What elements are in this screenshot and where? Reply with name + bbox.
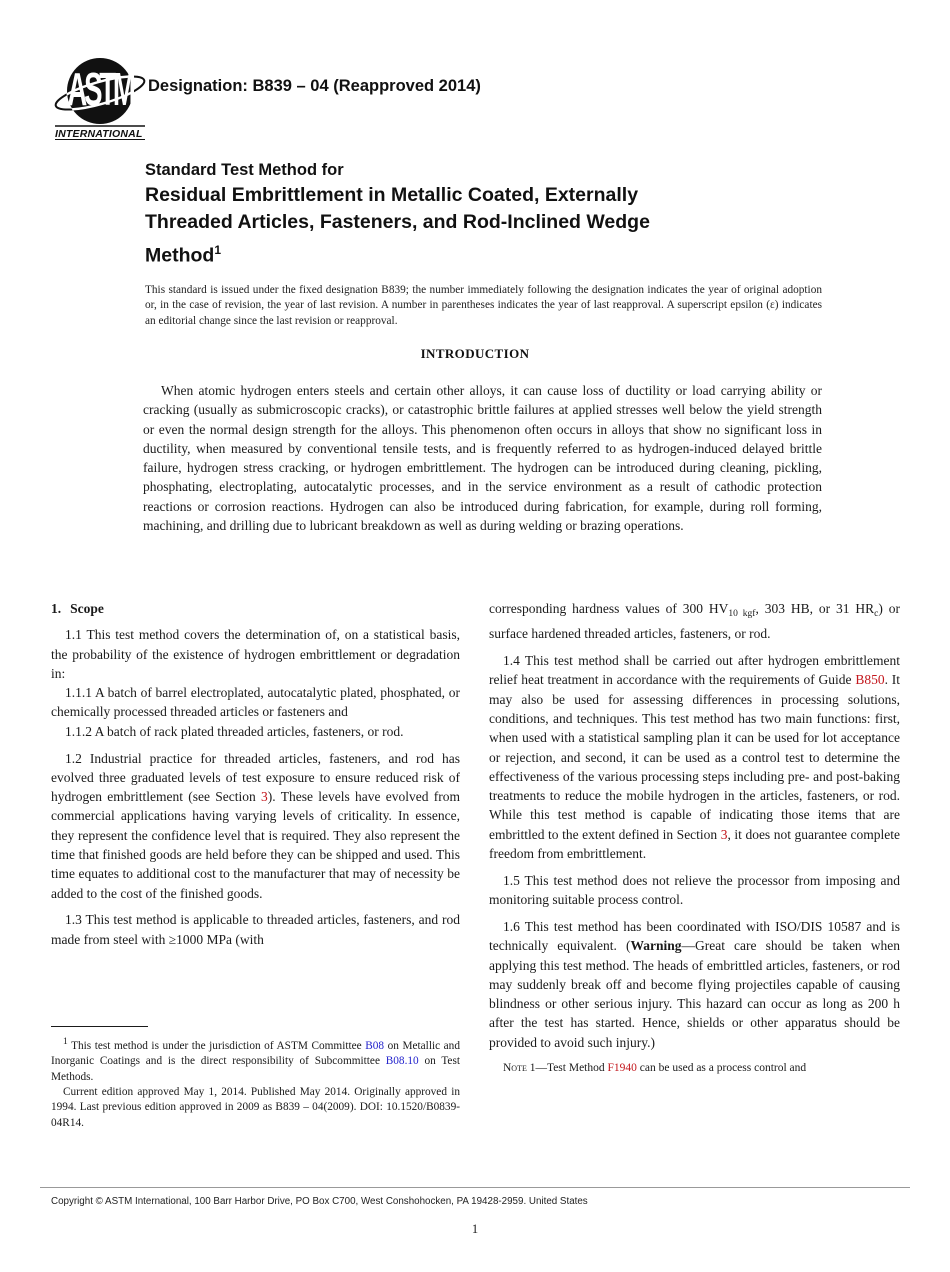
section-3-link[interactable]: 3 <box>261 789 268 805</box>
astm-logo <box>53 56 149 140</box>
note-1: Note 1—Test Method F1940 can be used as a process control and <box>503 1062 807 1075</box>
left-column <box>51 599 460 949</box>
footnote-1-marker: 1 <box>63 1037 68 1047</box>
section-3-link[interactable]: 3 <box>720 826 728 842</box>
note-label: Note <box>503 1062 527 1075</box>
document-title <box>145 158 805 270</box>
paragraph-1-1-2: 1.1.2 A batch of rack plated threaded articles, fasteners, or rod. <box>65 723 404 739</box>
f1940-link[interactable]: F1940 <box>607 1062 637 1075</box>
title-footnote-ref: 1 <box>214 242 222 257</box>
footnote-rule <box>51 1026 148 1027</box>
page-number: 1 <box>471 1222 479 1236</box>
committee-b08-link[interactable]: B08 <box>365 1039 385 1052</box>
subcommittee-b08-10-link[interactable]: B08.10 <box>385 1055 419 1068</box>
copyright-line: Copyright © ASTM International, 100 Barr Harbor Drive, PO Box C700, West Conshohocken, PA 19428-2959. United States <box>51 1196 588 1207</box>
guide-b850-link[interactable]: B850 <box>855 672 885 688</box>
designation-heading: Designation: B839 – 04 (Reapproved 2014) <box>148 77 481 95</box>
logo-international-label: INTERNATIONAL <box>55 128 143 140</box>
title-line: Method$^1$ <box>145 242 222 267</box>
warning-label: Warning <box>630 938 682 954</box>
paragraph-1-2: 1.2 Industrial practice for threaded articles, fasteners, and rod has evolved three graduated levels of test exposure to ensure reduced risk of hydrogen embrittlement (see Section 3). These levels have evolved from commercial applications having varying levels of criticality. In essence, they represent the confidence level that is required. They also represent the time that finished goods are held before they can be shipped and used. This time equates to additional cost to the manufacturer that may of necessity be added to the cost of the finished goods. <box>51 750 460 901</box>
title-kicker: Standard Test Method for <box>145 161 344 179</box>
paragraph-1-1: 1.1 This test method covers the determination of, on a statistical basis, the probability of the existence of hydrogen embrittlement or degradation in: <box>51 627 460 681</box>
astm-globe-icon <box>53 56 149 140</box>
paragraph-1-3-continued: corresponding hardness values of 300 $HV_{10 kgf}$, 303 HB, or 31 $HR_c$) or surface hardened threaded articles, fasteners, or rod. <box>489 601 900 642</box>
introduction-paragraph: When atomic hydrogen enters steels and certain other alloys, it can cause loss of ductility or load carrying ability or cracking (usually as submicroscopic cracks), or catastrophic brittle failures at applied stresses well below the yield strength or even the normal design strength for the alloys. This phenomenon often occurs in alloys that show no significant loss in ductility, when measured by conventional tensile tests, and is frequently referred to as hydrogen-induced delayed brittle failure, hydrogen stress cracking, or hydrogen embrittlement. The hydrogen can be introduced during cleaning, pickling, phosphating, electroplating, autocatalytic processes, and in the service environment as a result of cathodic protection reactions or corrosion reactions. Hydrogen can also be introduced during fabrication, for example, during roll forming, machining, and drilling due to lubricant breakdown as well as during welding or brazing operations. <box>143 383 822 534</box>
hv-subscript: 10 kgf <box>728 609 756 619</box>
title-line: Threaded Articles, Fasteners, and Rod-Inclined Wedge <box>145 211 650 234</box>
paragraph-1-3: 1.3 This test method is applicable to threaded articles, fasteners, and rod made from steel with ≥1000 MPa (with <box>51 912 460 947</box>
issued-statement: This standard is issued under the fixed designation B839; the number immediately following the designation indicates the year of original adoption or, in the case of revision, the year of last revision. A number in parentheses indicates the year of last reapproval. A superscript epsilon (ε) indicates an editorial change since the last revision or reapproval. <box>145 284 822 327</box>
paragraph-1-4: 1.4 This test method shall be carried out after hydrogen embrittlement relief heat treatment in accordance with the requirements of Guide B850. It may also be used for assessing differences in processing solutions, conditions, and techniques. This test method has two main functions: first, when used with a statistical sampling plan it can be used for lot acceptance or rejection, and second, it can be used as a control test to determine the effectiveness of the various processing steps including pre- and post-baking treatments to reduce the mobile hydrogen in the articles, fasteners, or rod. While this test method is capable of indicating those items that are embrittled to the extent defined in Section 3, it does not guarantee complete freedom from embrittlement. <box>489 653 901 862</box>
footnote-1: $^1$ This test method is under the jurisdiction of ASTM Committee B08 on Metallic and Inorganic Coatings and is the direct responsibility of Subcommittee B08.10 on Test Methods. <box>51 1037 460 1083</box>
footer-rule <box>40 1187 910 1188</box>
paragraph-1-6: 1.6 This test method has been coordinated with ISO/DIS 10587 and is technically equivalent. (Warning—Great care should be taken when applying this test method. The heads of embrittled articles, fasteners, or rod may suddenly break off and become flying projectiles capable of causing blindness or other serious injury. This hazard can occur as long as 200 h after the test has started. Hence, shields or other apparatus should be provided to avoid such injury.) <box>489 918 900 1050</box>
paragraph-1-5: 1.5 This test method does not relieve the processor from imposing and monitoring suitable process control. <box>489 872 900 908</box>
hrc-subscript: c <box>874 609 879 619</box>
footnote-2: Current edition approved May 1, 2014. Published May 2014. Originally approved in 1994. Last previous edition approved in 2009 as B839 – 04(2009). DOI: 10.1520/B0839-04R14. <box>51 1085 460 1129</box>
logo-astm-letters: ASTM <box>67 63 133 116</box>
scope-section-heading: 1. Scope <box>51 601 104 616</box>
right-column <box>489 599 900 1088</box>
footnote-block <box>51 1026 460 1131</box>
title-line: Residual Embrittlement in Metallic Coated, Externally <box>145 184 639 206</box>
paragraph-1-1-1: 1.1.1 A batch of barrel electroplated, autocatalytic plated, phosphated, or chemically processed threaded articles or fasteners and <box>51 685 460 720</box>
introduction-heading: INTRODUCTION <box>420 346 530 361</box>
